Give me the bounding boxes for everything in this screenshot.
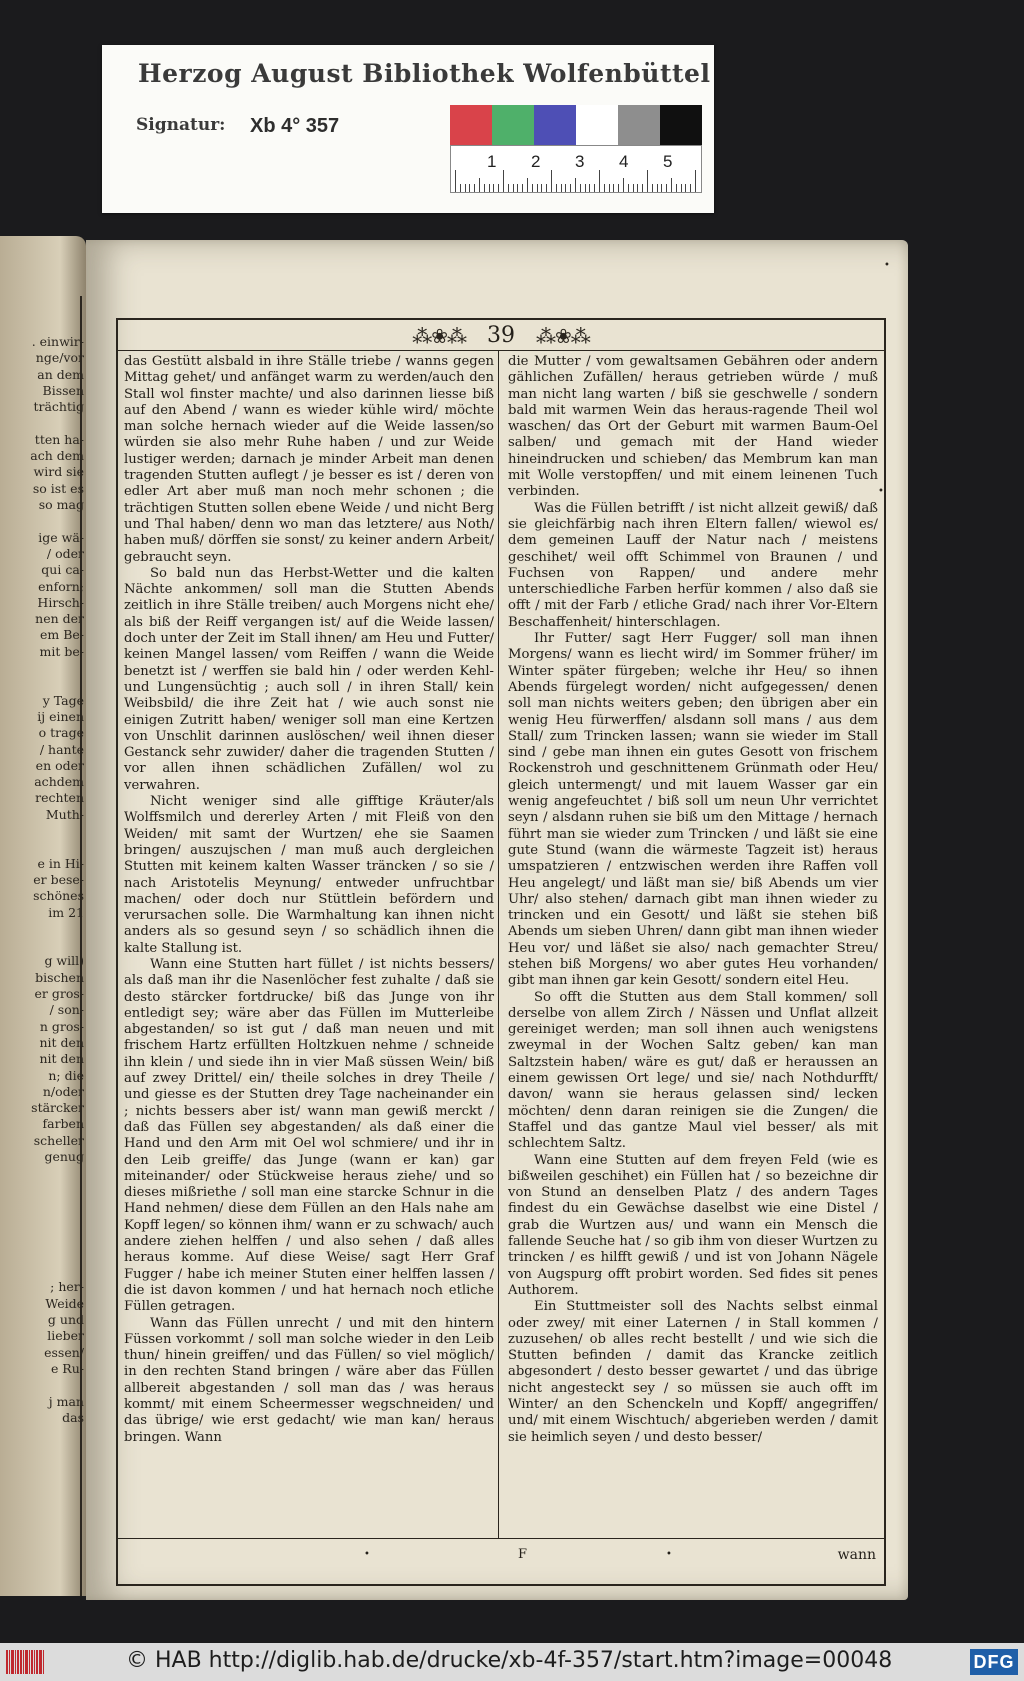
- previous-page-line: das: [62, 1409, 84, 1425]
- ruler-label: 5: [663, 152, 673, 171]
- color-calibration-strip: [450, 105, 702, 145]
- previous-page-line: qui ca-: [41, 562, 84, 578]
- page-number: 39: [487, 323, 515, 348]
- right-text-column: [508, 354, 878, 1446]
- ruler-tick: [604, 184, 605, 192]
- ruler-tick: [517, 184, 518, 192]
- color-patch: [660, 105, 702, 145]
- footer-speck: •: [364, 1549, 370, 1560]
- ruler-label: 1: [487, 152, 497, 171]
- ruler-tick: [589, 184, 590, 192]
- ruler-tick: [508, 184, 509, 192]
- previous-page-line: g will): [44, 953, 84, 969]
- paragraph: Wann eine Stutten auf dem freyen Feld (wie es bißweilen geschihet) ein Füllen hat / so bezeichne dir von Stund an denselben Platz / des andern Tages findest du ein Gewächse daselbst wie eine Distel / grab die Wurtzen aus/ und wann ein Mensch die fallende Seuche hat / so gib ihm von dieser Wurtzen zu trincken / es hilfft gewiß / und ist von Johann Nägele von Augspurg offt probirt worden. Sed fides sit penes Authorem.: [508, 1152, 878, 1298]
- ruler-tick: [647, 170, 648, 192]
- ruler-tick: [541, 184, 542, 192]
- ruler-tick: [628, 184, 629, 192]
- ruler-tick: [489, 184, 490, 192]
- previous-page-line: ij einen: [37, 708, 84, 724]
- previous-page-line: n gros-: [39, 1018, 84, 1034]
- signature-mark: F: [518, 1547, 528, 1562]
- ruler-tick: [695, 170, 696, 192]
- previous-page-line: j man: [48, 1393, 84, 1409]
- previous-page-edge: [0, 236, 86, 1596]
- paragraph: Ihr Futter/ sagt Herr Fugger/ soll man ihnen Morgens/ wann es liecht wird/ im Sommer früher/ im Winter später fürgeben; welche ihr Heu/ so ihnen Abends fürgelegt worden/ nicht aufgegessen/ denen soll man nichts weiters geben; den übrigen aber ein wenig Heu fürwerffen/ alsdann soll mans / aus dem Stall/ zum Trincken lassen; wann sie wieder im Stall sind / gebe man ihnen ein gutes Gesott von frischem Rockenstroh und geschnittenem Grünmath oder Heu/ gleich untermengt/ und mit lauem Wasser gar ein wenig angefeuchtet / biß soll um neun Uhr verrichtet seyn / alsdann ruhen sie biß um den Mittage / hernach führt man sie wieder zum Trincken / und läßt sie eine gute Stund (wann die wärmeste Tagzeit ist) heraus umspatzieren / entzwischen werden ihre Raffen voll Heu angelegt/ und läßt man sie/ biß Abends um vier Uhr/ also stehen/ darnach gibt man ihnen wieder zu trincken und ein Gesott/ und läßt sie stehen biß Abends um sieben Uhren/ dann gibt man ihnen wieder Heu vor/ und läßet sie also/ nach gemachter Streu/ stehen biß Morgens/ wo aber gutes Heu vorhanden/ gibt man ihnen gar kein Gesott/ sondern eitel Heu.: [508, 631, 878, 989]
- ruler-tick: [671, 178, 672, 192]
- paragraph: Wann das Füllen unrecht / und mit den hintern Füssen vorkommt / soll man solche wieder in den Leib thun/ hinein greiffen/ und das Füllen/ so viel möglich/ in den rechten Stand bringen / wäre aber das Füllen allbereit abgestanden / soll man das / was heraus kommt/ mit einem Scheermesser wegschneiden/ und das übrige/ wie erst gedacht/ wie man kan/ heraus bringen. Wann: [124, 1315, 494, 1445]
- ruler-tick: [618, 184, 619, 192]
- ruler-tick: [575, 178, 576, 192]
- previous-page-line: em Be-: [39, 627, 84, 643]
- page-footer: [118, 1542, 884, 1568]
- previous-page-line: so ist es: [32, 480, 84, 496]
- ruler-tick: [455, 170, 456, 192]
- paragraph: Was die Füllen betrifft / ist nicht allzeit gewiß/ daß sie gleichfärbig nach ihren Eltern fallen/ wiewol es/ dem gemeinen Lauff der Natur nach / meistens geschihet/ weil offt Schimmel von Braunen / und Fuchsen von Rappen/ und andere mehr unterschiedliche Farben herfür kommen / also daß sie offt / mit der Farb / etliche Grad/ nach ihrer Vor-Eltern Beschaffenheit/ hinterschlagen.: [508, 500, 878, 630]
- previous-page-line: nen der: [35, 611, 84, 627]
- previous-page-line: bischen: [35, 969, 84, 985]
- previous-page-line: en oder: [35, 757, 84, 773]
- paragraph: Nicht weniger sind alle gifftige Kräuter/als Wolffsmilch und dererley Arten / mit Fleiß von den Weiden/ mit samt der Wurtzen/ ehe sie Saamen bringen/ auszujschen / man muß auch dergleichen Stutten mit keinem kalten Wasser träncken / so sie / nach Aristotelis Meynung/ entweder unfruchtbar machen/ oder doch nur Stüttlein befördern und verursachen solle. Die Warmhaltung kan ihnen nicht anders als so gesund seyn / so schädlich ihnen die kalte Stallung ist.: [124, 794, 494, 956]
- previous-page-line: ach dem: [30, 448, 84, 464]
- paragraph: So offt die Stutten aus dem Stall kommen/ soll derselbe von allem Zirch / Nässen und Unflat allzeit gereiniget werden; man soll ihnen auch wenigstens zweymal in der Wochen Saltz geben/ kan man Saltzstein haben/ wäre es gut/ daß er heraussen an einem gewissen Ort lege/ und sie/ nach Nothdurfft/ davon/ wann sie heraus gelassen sind/ lecken möchten/ denn daran reinigen sie die Zungen/ die Staffel und das gantze Maul viel besser/ als mit schlechtem Saltz.: [508, 989, 878, 1152]
- ruler-label: 2: [531, 152, 541, 171]
- paragraph: Ein Stuttmeister soll des Nachts selbst einmal oder zwey/ mit einer Laternen / in Stall kommen / zuzusehen/ ob alles recht bestellt / und wie sich die Stutten befinden / damit das Krancke zeitlich abgesondert / desto besser gewartet / und das übrige nicht angesteckt sey / so müssen sie auch offt im Winter/ an den Schenckeln und Kopff/ angegriffen/ und/ mit einem Wischtuch/ abgerieben werden / damit sie heimlich seyen / und desto besser/: [508, 1299, 878, 1445]
- ruler-tick: [666, 184, 667, 192]
- color-patch: [492, 105, 534, 145]
- ruler-tick: [522, 184, 523, 192]
- scanned-page: [86, 240, 908, 1600]
- previous-page-line: ige wä-: [38, 529, 84, 545]
- ruler-tick: [585, 184, 586, 192]
- ruler-tick: [642, 184, 643, 192]
- previous-page-line: er bese-: [33, 871, 84, 887]
- previous-page-line: er gros-: [34, 986, 84, 1001]
- paragraph: das Gestütt alsbald in ihre Ställe triebe / wanns gegen Mittag gehet/ und anfänget warm zu werden/auch den Stall wol finster machte/ und also darinnen liesse biß auf den Abend / wann es wieder kühle wird/ möchte man solche hernach wieder auf die Weide lassen/so würden sie also mehr Ruhe haben / und zur Weide lustiger werden; darnach je minder Arbeit man denen tragenden Stutten auflegt / je besser es ist / deren von edler Art aber muß man noch mehr schonen ; die trächtigen Stutten sollen ebene Weide / und nicht Berg und Thal haben/ denn wo man das letztere/ aus Noth/ haben muß/ dörffen sie sonst/ zu keiner andern Arbeit/ gebraucht seyn.: [124, 354, 494, 565]
- ruler-tick: [609, 184, 610, 192]
- previous-page-line: stärcker: [31, 1100, 84, 1116]
- ruler-tick: [599, 170, 600, 192]
- color-patch: [576, 105, 618, 145]
- signatur-label: Signatur:: [136, 115, 226, 135]
- ruler-tick: [633, 184, 634, 192]
- previous-page-line: schönes: [33, 888, 84, 904]
- previous-page-line: . einwir-: [31, 334, 84, 349]
- ruler-tick: [661, 184, 662, 192]
- previous-page-line: Hirsch-: [37, 594, 84, 610]
- ruler-tick: [532, 184, 533, 192]
- ruler-tick: [484, 184, 485, 192]
- previous-page-line: an dem: [37, 366, 84, 382]
- ruler-tick: [676, 184, 677, 192]
- previous-page-line: / son-: [49, 1002, 84, 1018]
- previous-page-line: o trage: [38, 725, 84, 741]
- ruler-tick: [498, 184, 499, 192]
- ruler-tick: [690, 184, 691, 192]
- signatur-value: Xb 4° 357: [250, 115, 340, 137]
- color-patch: [534, 105, 576, 145]
- previous-page-line: nit den: [39, 1051, 84, 1067]
- ruler-tick: [493, 184, 494, 192]
- header-ornament-right: ⁂❀⁂: [536, 324, 590, 348]
- previous-page-line: n; die: [48, 1067, 84, 1083]
- ruler-tick: [460, 184, 461, 192]
- ruler-tick: [551, 170, 552, 192]
- ruler-tick: [561, 184, 562, 192]
- previous-page-line: e in Hi-: [37, 855, 84, 871]
- previous-page-line: nge/vor: [35, 350, 84, 366]
- previous-page-line: e Ru-: [50, 1360, 84, 1376]
- left-text-column: [124, 354, 494, 1446]
- column-divider: [498, 350, 499, 1538]
- ruler-tick: [657, 184, 658, 192]
- dfg-logo: DFG: [970, 1649, 1018, 1675]
- ruler-tick: [465, 184, 466, 192]
- ruler-tick: [537, 184, 538, 192]
- previous-page-line: so mag: [38, 497, 84, 512]
- scale-ruler: [450, 145, 702, 193]
- previous-page-line: rechten: [35, 790, 84, 806]
- ruler-tick: [570, 184, 571, 192]
- footer-speck: •: [666, 1549, 672, 1560]
- ruler-tick: [479, 178, 480, 192]
- ruler-tick: [580, 184, 581, 192]
- previous-page-line: ; her-: [50, 1279, 84, 1295]
- previous-page-line: n/oder: [42, 1083, 84, 1099]
- paragraph: Wann eine Stutten hart füllet / ist nichts bessers/ als daß man ihr die Nasenlöcher fest zuhalte / daß sie desto stärcker fortdrucke/ biß das Junge von ihr entledigt sey; wäre aber das Füllen im Mutterleibe abgestanden/ so ist gut / daß man neuen und mit frischem Hartz erfüllten Holtzkuen nehme / schneide ihn klein / und siede ihn in vier Maß süssen Wein/ biß auf zwey Drittel/ ein/ theile solches in drey Theile / und giesse es der Stutten drey Tage nacheinander ein ; nichts bessers aber ist/ wann man gewiß merckt / daß das Füllen sey abgestanden/ als daß einer die Hand und den Arm mit Oel wol schmiere/ und ihr in den Leib greiffe/ das Junge (wann er kan) gar miteinander/ oder Stückweise heraus ziehe/ und so dieses mißriethe / soll man eine starcke Schnur in die Hand nehmen/ diese dem Füllen an den Hals nahe am Kopff legen/ so können ihm/ wann er zu schwach/ auch andere ziehen helffen / und also sehen / daß alles heraus komme. Auf diese Weise/ sagt Herr Graf Fugger / habe ich meiner Stuten einer helffen lassen / die ist davon kommen / und hat hernach noch etliche Füllen getragen.: [124, 956, 494, 1315]
- ruler-tick: [474, 184, 475, 192]
- ruler-tick: [469, 184, 470, 192]
- previous-page-line: Muth-: [45, 806, 84, 822]
- previous-page-line: g und: [47, 1312, 84, 1327]
- header-rule: [118, 350, 884, 351]
- text-frame: [116, 318, 886, 1586]
- ruler-tick: [613, 184, 614, 192]
- ruler-tick: [503, 170, 504, 192]
- previous-page-line: tten ha-: [34, 431, 84, 447]
- ruler-tick: [546, 184, 547, 192]
- previous-page-line: trächtig: [33, 399, 84, 415]
- previous-page-line: farben: [42, 1116, 84, 1132]
- paragraph: die Mutter / vom gewaltsamen Gebähren oder andern gählichen Zufällen/ heraus getrieben würde / muß man nicht lang warten / biß sie geschwelle / sondern bald mit warmen Wein das heraus-ragende Theil wol waschen/ das Ort der Geburt mit warmen Baum-Oel salben/ und gemach mit der Hand wieder hineindrucken und schieben/ das Membrum kan man mit Wolle verstopffen/ und mit einem leinenen Tuch verbinden.: [508, 354, 878, 500]
- footer-rule: [118, 1538, 884, 1539]
- ruler-tick: [623, 178, 624, 192]
- ruler-tick: [565, 184, 566, 192]
- previous-page-line: lieber: [47, 1328, 84, 1344]
- previous-page-line: nit den: [39, 1034, 84, 1050]
- ruler-tick: [556, 184, 557, 192]
- ruler-tick: [652, 184, 653, 192]
- previous-page-line: scheller: [33, 1132, 84, 1148]
- page-header: [118, 322, 884, 350]
- margin-speck: •: [878, 486, 884, 497]
- margin-speck: •: [884, 260, 890, 271]
- previous-page-line: im 21: [48, 904, 84, 920]
- library-name: Herzog August Bibliothek Wolfenbüttel: [138, 59, 711, 88]
- previous-page-line: Weide: [45, 1295, 84, 1311]
- previous-page-line: essen/: [44, 1344, 84, 1360]
- ruler-tick: [594, 184, 595, 192]
- previous-page-line: mit be-: [39, 643, 84, 659]
- ruler-tick: [685, 184, 686, 192]
- ruler-label: 3: [575, 152, 585, 171]
- previous-page-line: / oder: [46, 545, 84, 561]
- viewer-footer-bar: [0, 1643, 1024, 1681]
- ruler-label: 4: [619, 152, 629, 171]
- ruler-tick: [527, 178, 528, 192]
- previous-page-line: enforn;: [38, 578, 84, 594]
- color-patch: [618, 105, 660, 145]
- previous-page-line: Bissen: [42, 382, 84, 398]
- header-ornament-left: ⁂❀⁂: [412, 324, 466, 348]
- footer-copyright-url[interactable]: © HAB http://diglib.hab.de/drucke/xb-4f-357/start.htm?image=00048: [126, 1648, 893, 1673]
- ruler-tick: [637, 184, 638, 192]
- ruler-tick: [681, 184, 682, 192]
- previous-page-line: / hante: [39, 741, 84, 757]
- ruler-tick: [513, 184, 514, 192]
- paragraph: So bald nun das Herbst-Wetter und die kalten Nächte ankommen/ soll man die Stutten Abends zeitlich in ihre Ställe treiben/ auch Morgens nicht ehe/ als biß der Reiff vergangen ist/ auf die Weide lassen/ doch unter der Zeit im Stall ihnen/ am Heu und Futter/ keinen Mangel lassen/ vom Reiffen / wann die Weide benetzt ist / werffen sie bald hin / oder werden Kehl- und Lungensüchtig ; auch soll / in ihren Stall/ kein Weibsbild/ die ihre Zeit hat / wie auch sonst nie einigen Zutritt haben/ weniger soll man eine Kertzen von Unschlit darinnen auslöschen/ weil ihnen dieser Gestanck sehr zuwider/ daher die tragenden Stutten / vor allen ihnen schädlichen Zufällen/ wol zu verwahren.: [124, 565, 494, 793]
- previous-page-line: wird sie: [33, 464, 84, 480]
- previous-page-line: genug: [44, 1149, 84, 1164]
- barcode-icon: [6, 1650, 46, 1674]
- color-patch: [450, 105, 492, 145]
- previous-page-line: y Tage: [42, 692, 84, 708]
- catchword: wann: [837, 1547, 876, 1563]
- previous-page-line: achdem: [34, 774, 84, 790]
- library-signature-card: [102, 45, 714, 213]
